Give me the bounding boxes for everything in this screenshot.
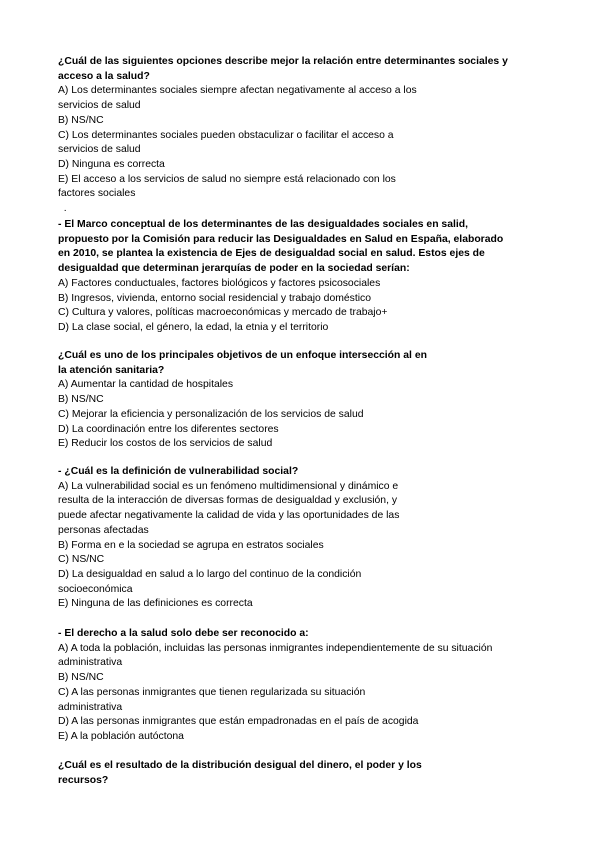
question-text: - El derecho a la salud solo debe ser reconocido a: (58, 628, 309, 639)
answer-option: D) La clase social, el género, la edad, la etnia y el territorio (58, 321, 329, 333)
question-block (58, 349, 546, 452)
question-text: acceso a la salud? (58, 70, 150, 82)
answer-option: A) Los determinantes sociales siempre afectan negativamente al acceso a los (58, 85, 417, 97)
answer-option: servicios de salud (58, 144, 141, 156)
question-text: propuesto por la Comisión para reducir las Desigualdades en Salud en España, elaborado (58, 233, 504, 245)
answer-option: A) La vulnerabilidad social es un fenómeno multidimensional y dinámico e (58, 480, 399, 492)
answer-option: personas afectadas (58, 524, 149, 536)
question-block (58, 465, 546, 612)
answer-option: A) Factores conductuales, factores biológicos y factores psicosociales (58, 277, 381, 289)
answer-option: D) La coordinación entre los diferentes sectores (58, 423, 279, 435)
answer-option: B) NS/NC (58, 672, 104, 684)
answer-option: resulta de la interacción de diversas formas de desigualdad y exclusión, y (58, 495, 398, 507)
question-text: - ¿Cuál es la definición de vulnerabilidad social? (58, 466, 299, 477)
answer-option: administrativa (58, 657, 123, 669)
question-text: ¿Cuál es el resultado de la distribución desigual del dinero, el poder y los (58, 760, 422, 771)
answer-option: C) NS/NC (58, 554, 105, 566)
question-text: la atención sanitaria? (58, 364, 165, 376)
answer-option: D) A las personas inmigrantes que están empadronadas en el país de acogida (58, 716, 419, 728)
answer-option: B) NS/NC (58, 114, 104, 126)
answer-option: D) Ninguna es correcta (58, 158, 165, 170)
answer-option: B) Ingresos, vivienda, entorno social residencial y trabajo doméstico (58, 292, 372, 304)
answer-option: factores sociales (58, 188, 136, 200)
answer-option: B) NS/NC (58, 394, 104, 406)
question-block (58, 218, 546, 336)
question-block (58, 627, 546, 745)
answer-option: E) A la población autóctona (58, 730, 184, 742)
question-text: ¿Cuál es uno de los principales objetivos de un enfoque intersección al en (58, 350, 427, 361)
question-block (58, 759, 546, 788)
question-text: - El Marco conceptual de los determinantes de las desigualdades sociales en salid, (58, 219, 468, 230)
answer-option: puede afectar negativamente la calidad de vida y las oportunidades de las (58, 510, 400, 522)
question-text: ¿Cuál de las siguientes opciones describe mejor la relación entre determinantes sociales y (58, 56, 508, 67)
question-block (58, 55, 546, 217)
answer-option: E) El acceso a los servicios de salud no siempre está relacionado con los (58, 173, 396, 185)
answer-option: C) A las personas inmigrantes que tienen regularizada su situación (58, 686, 366, 698)
answer-option: D) La desigualdad en salud a lo largo del continuo de la condición (58, 568, 362, 580)
answer-option: E) Reducir los costos de los servicios de salud (58, 438, 273, 450)
answer-option: servicios de salud (58, 100, 141, 112)
question-text: desigualdad que determinan jerarquías de poder en la sociedad serían: (58, 263, 410, 275)
stray-mark: . (58, 203, 67, 215)
answer-option: C) Los determinantes sociales pueden obstaculizar o facilitar el acceso a (58, 129, 394, 141)
answer-option: socioeconómica (58, 583, 133, 595)
question-text: recursos? (58, 774, 109, 786)
answer-option: C) Cultura y valores, políticas macroeconómicas y mercado de trabajo+ (58, 307, 388, 319)
answer-option: administrativa (58, 701, 123, 713)
answer-option: A) Aumentar la cantidad de hospitales (58, 379, 234, 391)
answer-option: E) Ninguna de las definiciones es correcta (58, 598, 253, 610)
answer-option: A) A toda la población, incluidas las personas inmigrantes independientemente de su situación (58, 642, 493, 654)
question-text: en 2010, se plantea la existencia de Ejes de desigualdad social en salud. Estos ejes de (58, 248, 485, 260)
answer-option: C) Mejorar la eficiencia y personalización de los servicios de salud (58, 408, 364, 420)
answer-option: B) Forma en e la sociedad se agrupa en estratos sociales (58, 539, 324, 551)
